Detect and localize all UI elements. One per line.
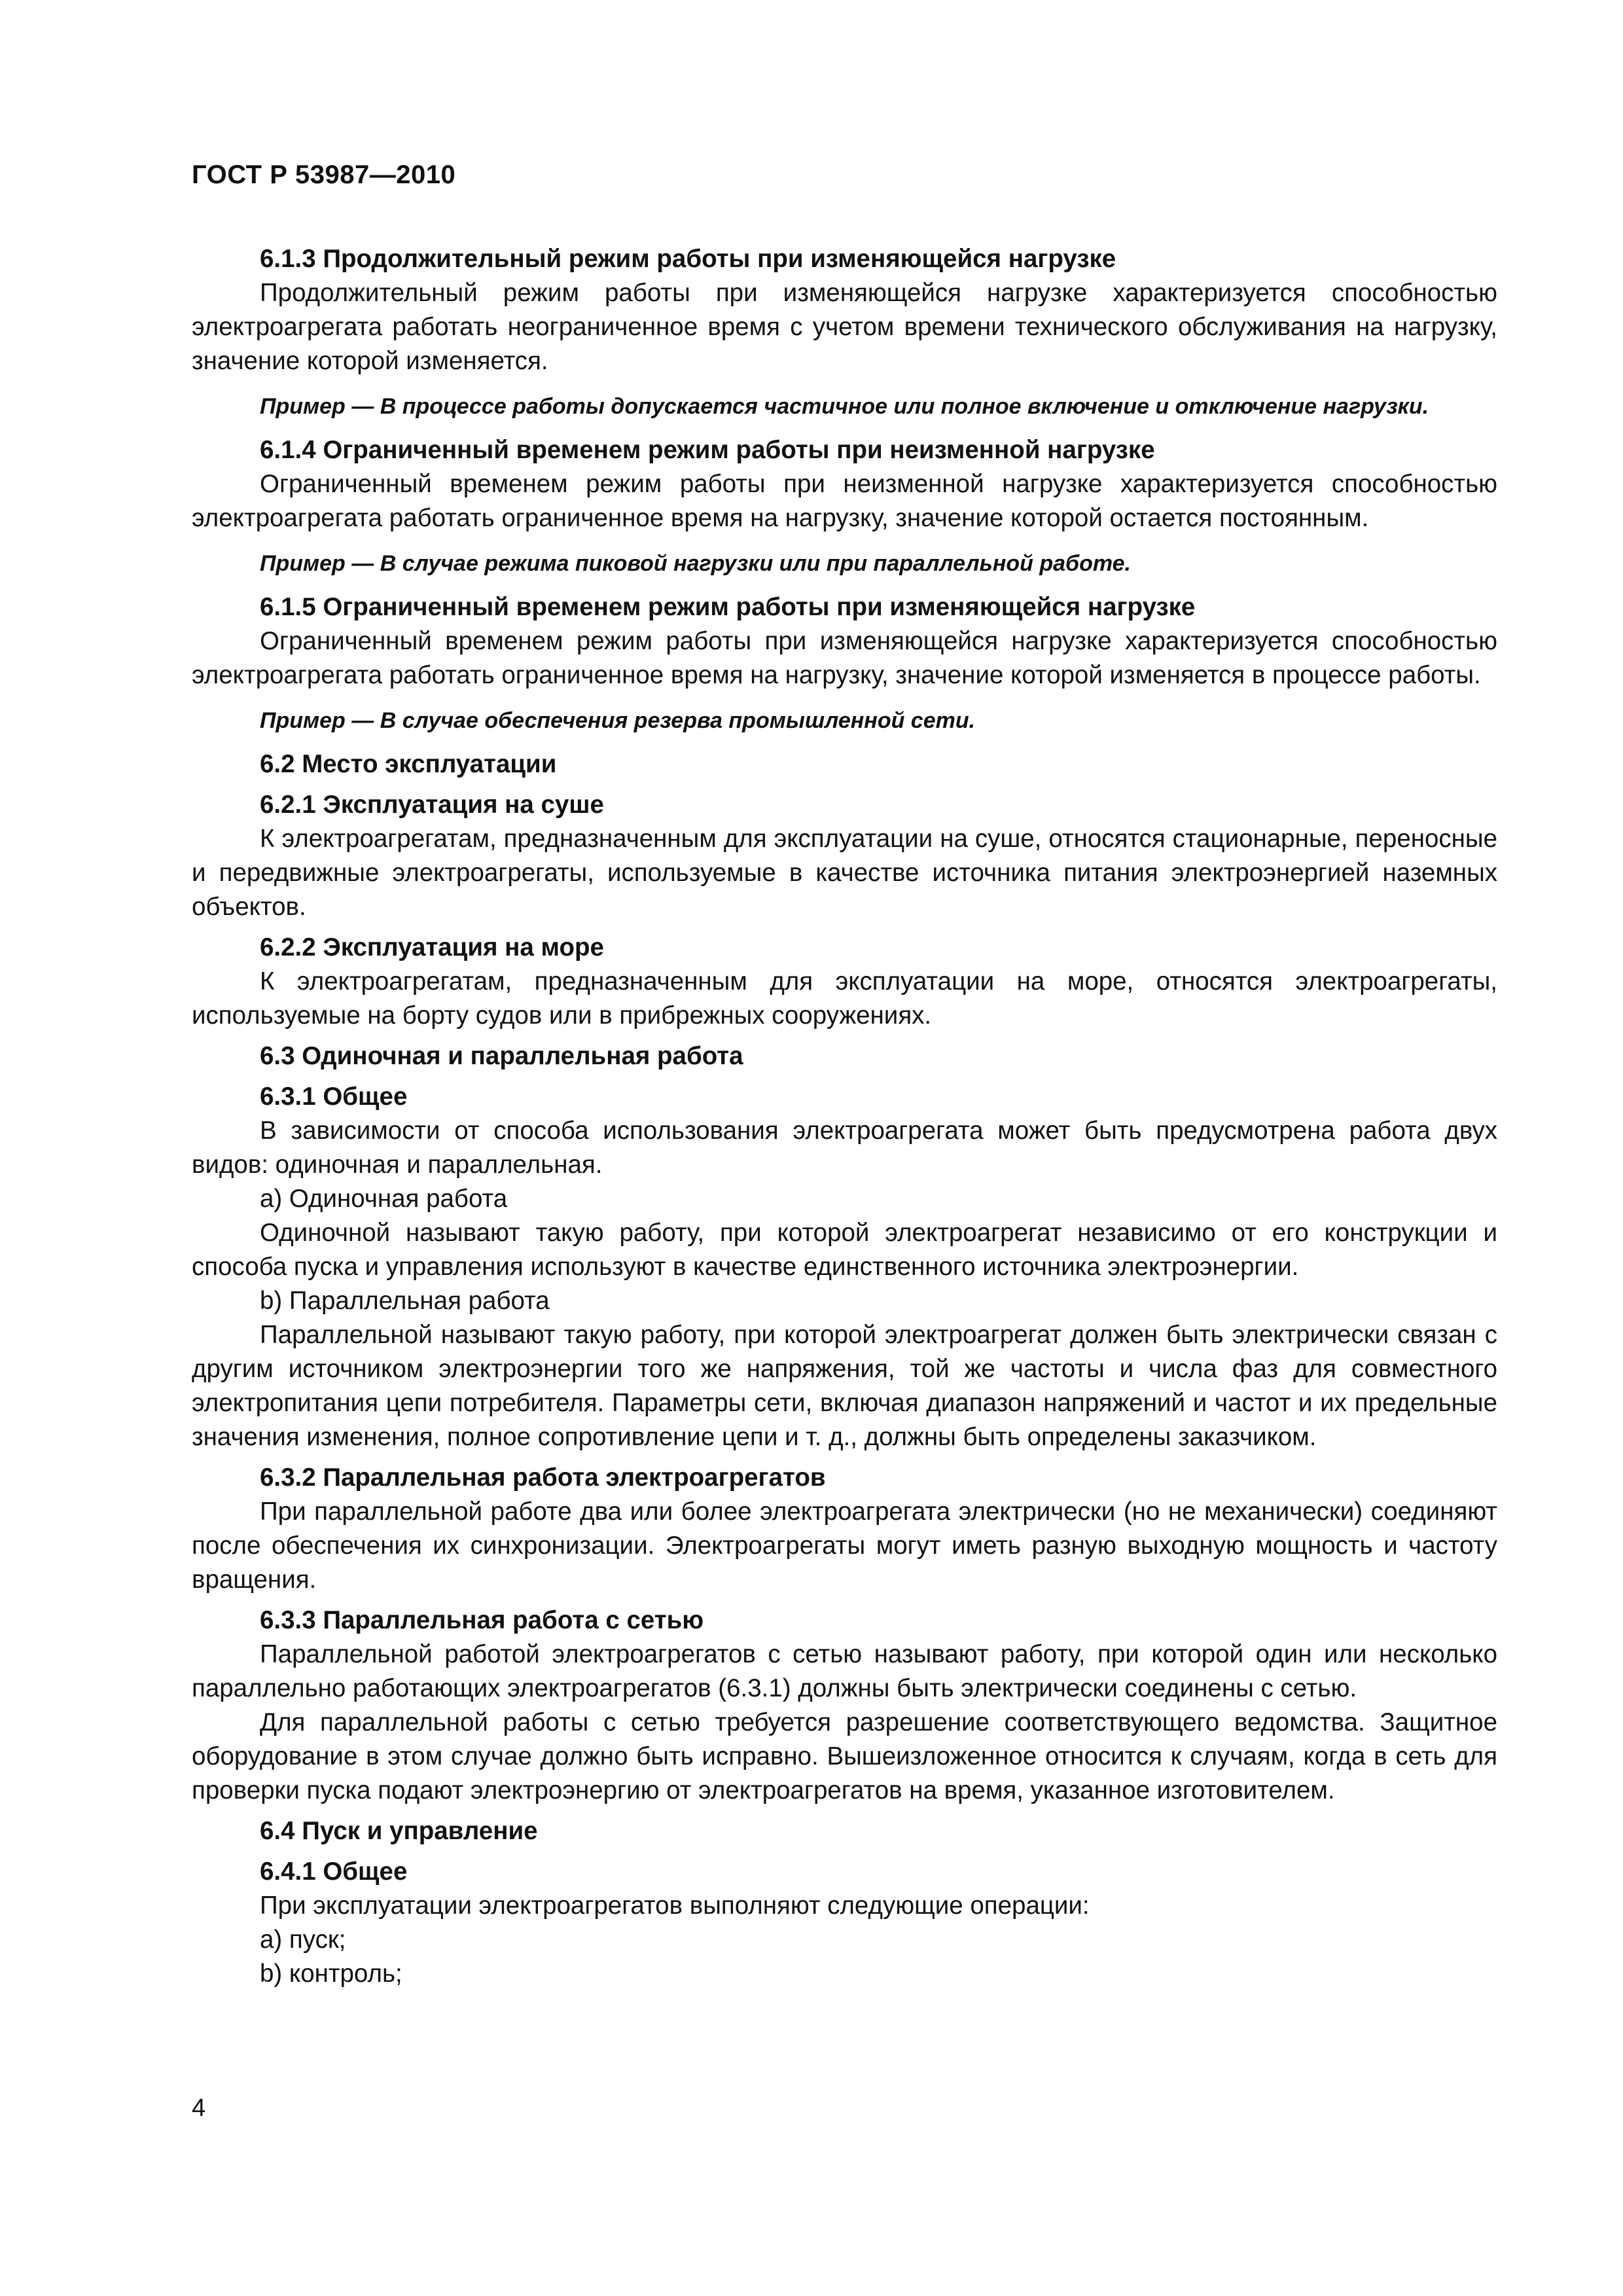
section-heading-6-3: 6.3 Одиночная и параллельная работа	[260, 1042, 743, 1070]
example-note: Пример — В процессе работы допускается частичное или полное включение и отключение нагрузки.	[260, 394, 1429, 419]
paragraph: В зависимости от способа использования электроагрегата может быть предусмотрена работа двух видов: одиночная и параллельная.	[192, 1117, 1497, 1179]
paragraph: К электроагрегатам, предназначенным для эксплуатации на суше, относятся стационарные, переносные и передвижные электроагрегаты, используемые в качестве источника питания электроэнергией наземных объектов.	[192, 825, 1497, 921]
example-note: Пример — В случае режима пиковой нагрузки или при параллельной работе.	[260, 551, 1131, 576]
paragraph: К электроагрегатам, предназначенным для эксплуатации на море, относятся электроагрегаты, используемые на борту судов или в прибрежных сооружениях.	[192, 967, 1497, 1030]
standard-code-header: ГОСТ Р 53987—2010	[192, 160, 456, 189]
list-item: а) пуск;	[260, 1926, 346, 1954]
paragraph: Параллельной называют такую работу, при которой электроагрегат должен быть электрически связан с другим источником электроэнергии того же напряжения, той же частоты и числа фаз для совместного электропитания цепи потребителя. Параметры сети, включая диапазон напряжений и частот и их предельные значения изменения, полное сопротивление цепи и т. д., должны быть определены заказчиком.	[192, 1321, 1497, 1451]
paragraph: При эксплуатации электроагрегатов выполняют следующие операции:	[260, 1892, 1090, 1920]
example-note: Пример — В случае обеспечения резерва промышленной сети.	[260, 708, 976, 733]
section-heading-6-1-4: 6.1.4 Ограниченный временем режим работы при неизменной нагрузке	[260, 436, 1155, 464]
section-heading-6-1-5: 6.1.5 Ограниченный временем режим работы при изменяющейся нагрузке	[260, 593, 1196, 621]
paragraph: При параллельной работе два или более электроагрегата электрически (но не механически) соединяют после обеспечения их синхронизации. Электроагрегаты могут иметь разную выходную мощность и частоту вращения.	[192, 1498, 1497, 1594]
section-heading-6-2: 6.2 Место эксплуатации	[260, 750, 557, 778]
paragraph: Ограниченный временем режим работы при изменяющейся нагрузке характеризуется способностью электроагрегата работать ограниченное время на нагрузку, значение которой изменяется в процессе работы.	[192, 627, 1497, 689]
paragraph: Для параллельной работы с сетью требуется разрешение соответствующего ведомства. Защитное оборудование в этом случае должно быть исправно. Вышеизложенное относится к случаям, когда в сеть для проверки пуска подают электроэнергию от электроагрегатов на время, указанное изготовителем.	[192, 1708, 1497, 1804]
document-body	[192, 236, 1497, 1991]
paragraph: Одиночной называют такую работу, при которой электроагрегат независимо от его конструкции и способа пуска и управления используют в качестве единственного источника электроэнергии.	[192, 1219, 1497, 1281]
page-number: 4	[192, 2094, 206, 2122]
section-heading-6-4-1: 6.4.1 Общее	[260, 1857, 408, 1886]
paragraph: Продолжительный режим работы при изменяющейся нагрузке характеризуется способностью электроагрегата работать неограниченное время с учетом времени технического обслуживания на нагрузку, значение которой изменяется.	[192, 279, 1497, 375]
list-item: b) Параллельная работа	[260, 1287, 550, 1315]
section-heading-6-3-1: 6.3.1 Общее	[260, 1083, 408, 1111]
section-heading-6-4: 6.4 Пуск и управление	[260, 1817, 538, 1845]
list-item: а) Одиночная работа	[260, 1185, 508, 1213]
section-heading-6-1-3: 6.1.3 Продолжительный режим работы при изменяющейся нагрузке	[260, 245, 1116, 273]
section-heading-6-3-3: 6.3.3 Параллельная работа с сетью	[260, 1606, 704, 1634]
section-heading-6-2-2: 6.2.2 Эксплуатация на море	[260, 933, 604, 961]
paragraph: Параллельной работой электроагрегатов с сетью называют работу, при которой один или несколько параллельно работающих электроагрегатов (6.3.1) должны быть электрически соединены с сетью.	[192, 1640, 1497, 1702]
section-heading-6-2-1: 6.2.1 Эксплуатация на суше	[260, 791, 604, 819]
paragraph: Ограниченный временем режим работы при неизменной нагрузке характеризуется способностью электроагрегата работать ограниченное время на нагрузку, значение которой остается постоянным.	[192, 470, 1497, 532]
section-heading-6-3-2: 6.3.2 Параллельная работа электроагрегатов	[260, 1463, 826, 1492]
list-item: b) контроль;	[260, 1960, 402, 1988]
